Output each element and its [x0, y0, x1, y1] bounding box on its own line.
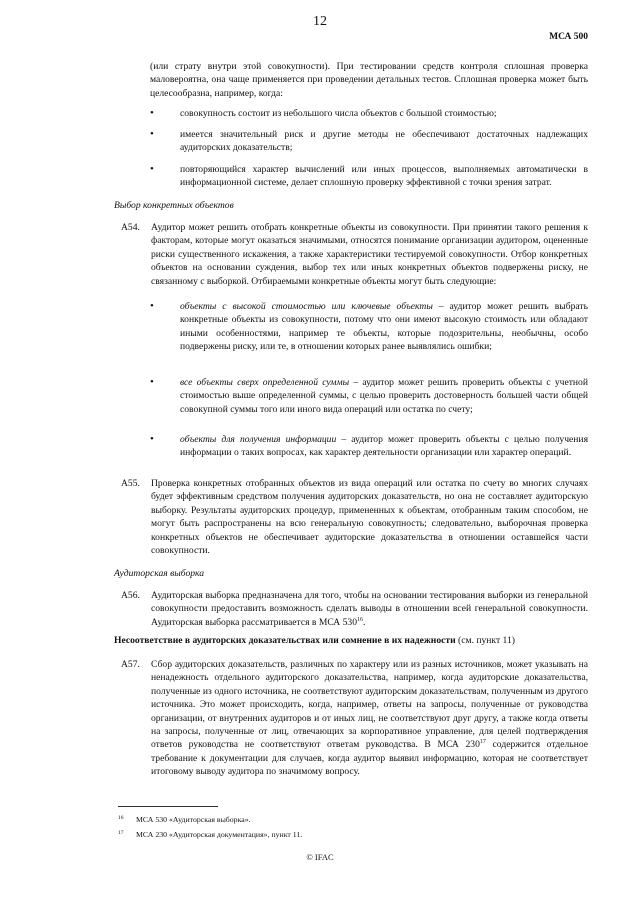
standard-code: МСА 500	[549, 32, 588, 42]
a54-bullet: объекты с высокой стоимостью или ключевые объекты – аудитор может решить выбрать конкретные объекты из совокупности, потому что они имеют высокую стоимость или обладают иными особенностями, например те объекты, которые подозрительны, необычны, особо подвержены риску, или те, в отношении которых ранее выявлялись ошибки;	[180, 301, 588, 353]
section-heading-bold: Несоответствие в аудиторских доказательствах или сомнение в их надежности (см. пункт 11)	[114, 635, 515, 646]
paragraph-label: A55.	[121, 478, 140, 489]
a54-bullet: объекты для получения информации – аудитор может проверить объекты с целью получения информации о таких вопросах, как характер деятельности организации или характер операций.	[180, 434, 588, 459]
paragraph-label: A56.	[121, 590, 140, 601]
intro-bullet: совокупность состоит из небольшого числа объектов с большой стоимостью;	[180, 108, 497, 119]
a54-bullet: все объекты сверх определенной суммы – аудитор может решить проверить объекты с учетной стоимостью выше определенной суммы, с целью проверить достоверность большей части общей совокупной суммы того или иного вида операций или остатка по счету;	[180, 377, 588, 415]
paragraph-a54: Аудитор может решить отобрать конкретные объекты из совокупности. При принятии такого решения к факторам, которые могут оказаться значимыми, относятся понимание организации аудитором, оцененные риски существенного искажения, а также характеристики тестируемой совокупности. Отбор конкретных объектов на основании суждения, выбор тех или иных конкретных объектов подвержены риску, не связанному с выборкой. Отбираемыми конкретные объекты могут быть следующие:	[151, 222, 588, 287]
paragraph-label: A57.	[121, 659, 140, 670]
paragraph-a55: Проверка конкретных отобранных объектов из вида операций или остатка по счету во многих случаях будет эффективным средством получения аудиторских доказательств, но она не составляет аудиторскую выборку. Результаты аудиторских процедур, примененных к объектам, отобранным таким способом, не могут быть распространены на всю генеральную совокупность; следовательно, выборочная проверка конкретных объектов не обеспечивает аудиторские доказательства в отношении оставшейся части совокупности.	[151, 478, 588, 557]
bullet-icon: •	[150, 128, 154, 140]
paragraph-a57: Сбор аудиторских доказательств, различных по характеру или из разных источников, может указывать на ненадежность отдельного аудиторского доказательства, например, когда аудиторские доказательства, полученные из одного источника, не соответствуют аудиторским доказательствам, полученным из другого источника. Это может происходить, когда, например, ответы на запросы, полученные от руководства организации, от внутренних аудиторов и от иных лиц, не соответствуют друг другу, а также когда ответы на запросы, полученные от лиц, отвечающих за корпоративное управление, для целей подтверждения ответов руководства не соответствуют ответам руководства. В МСА $230^{17}$ содержится отдельное требование к документации для случаев, когда аудитор выявил информацию, которая не соответствует итоговому выводу аудитора по значимому вопросу.	[151, 659, 588, 778]
paragraph-a56: Аудиторская выборка предназначена для того, чтобы на основании тестирования выборки из генеральной совокупности предоставить возможность сделать выводы в отношении всей генеральной совокупности. Аудиторская выборка рассматривается в МСА $530^{16}$.	[151, 590, 588, 628]
bullet-icon: •	[150, 107, 154, 119]
intro-bullet: имеется значительный риск и другие методы не обеспечивают достаточных надлежащих аудиторских доказательств;	[180, 129, 588, 154]
bullet-icon: •	[150, 300, 154, 312]
footnote: 16 МСА 530 «Аудиторская выборка».	[118, 815, 251, 824]
bullet-icon: •	[150, 376, 154, 388]
page-number: 12	[313, 14, 327, 29]
bullet-icon: •	[150, 433, 154, 445]
footnote-separator	[118, 806, 218, 807]
section-heading: Выбор конкретных объектов	[114, 200, 234, 211]
section-heading: Аудиторская выборка	[114, 568, 205, 579]
intro-bullet: повторяющийся характер вычислений или иных процессов, выполняемых автоматически в информационной системе, делает сплошную проверку эффективной с точки зрения затрат.	[180, 164, 588, 189]
footnote: 17 МСА 230 «Аудиторская документация», пункт 11.	[118, 830, 303, 839]
paragraph-label: A54.	[121, 222, 140, 233]
copyright-footer: © IFAC	[306, 852, 334, 862]
bullet-icon: •	[150, 163, 154, 175]
intro-paragraph: (или страту внутри этой совокупности). При тестировании средств контроля сплошная проверка маловероятна, она чаще применяется при проведении детальных тестов. Сплошная проверка может быть целесообразна, например, когда:	[150, 61, 588, 99]
